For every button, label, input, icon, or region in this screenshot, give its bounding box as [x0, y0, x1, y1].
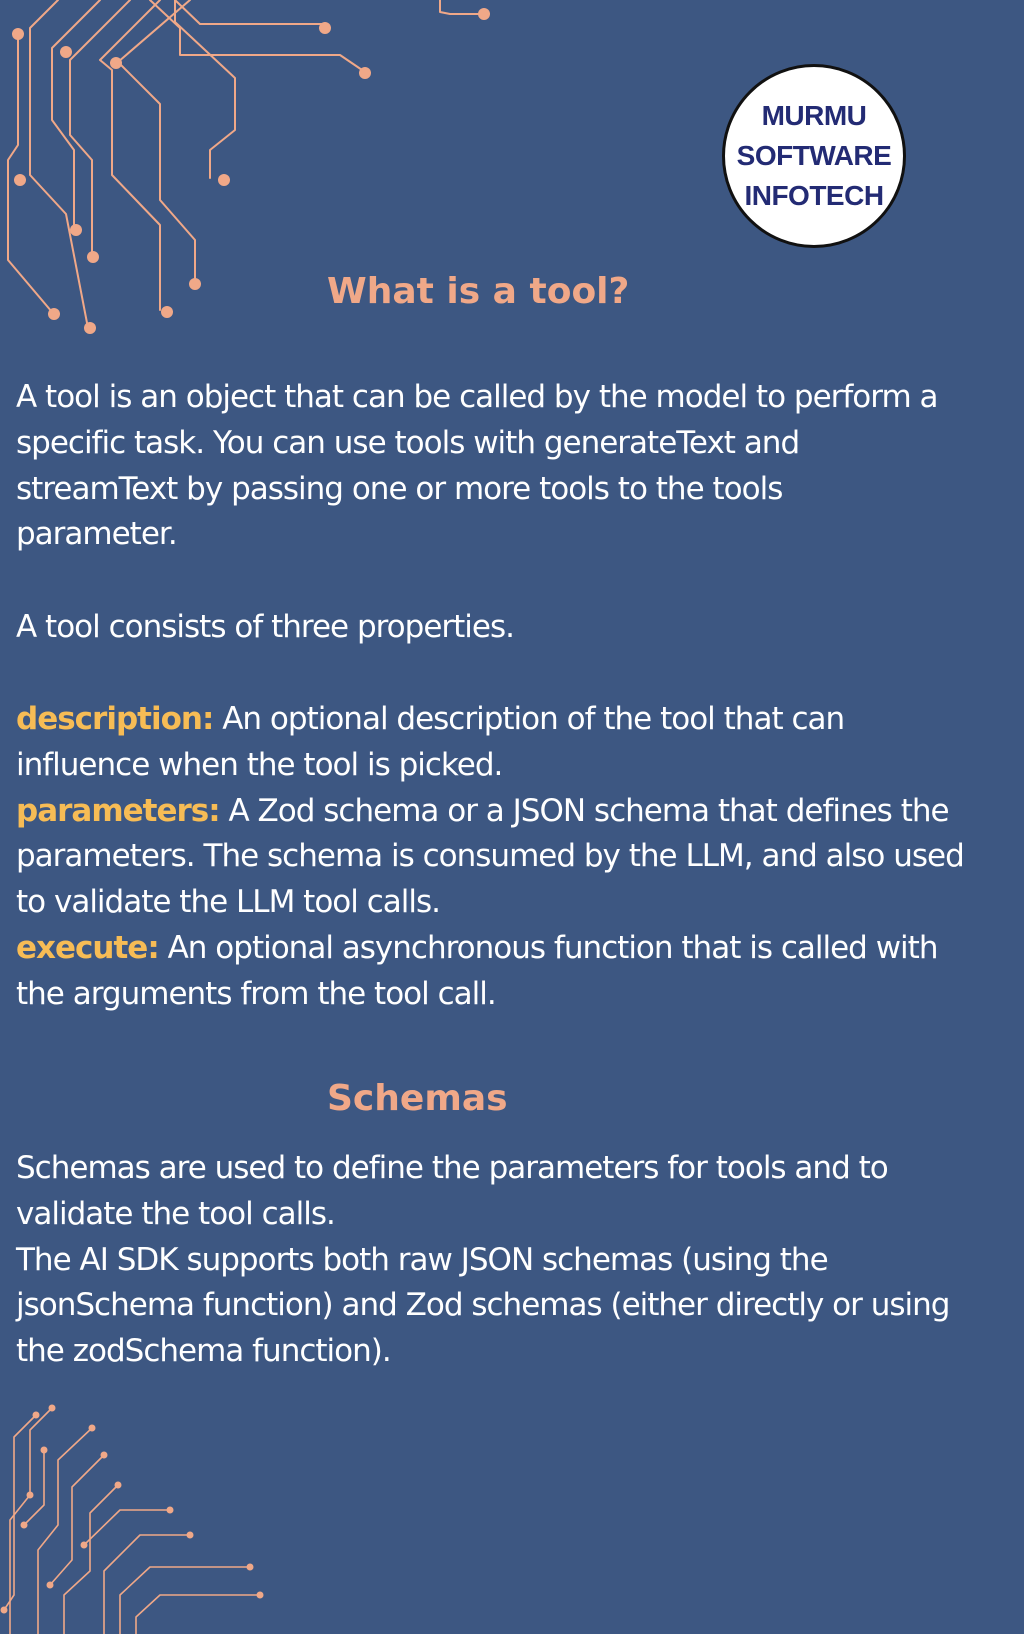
- property-execute-line: [16, 926, 1016, 972]
- heading-what-is-a-tool: What is a tool?: [327, 271, 630, 312]
- text-line: streamText by passing one or more tools to the tools: [16, 470, 783, 507]
- text-line: the zodSchema function).: [16, 1333, 391, 1370]
- text-line: validate the tool calls.: [16, 1195, 335, 1232]
- property-term-parameters: parameters:: [16, 792, 220, 829]
- text-line: the arguments from the tool call.: [16, 975, 496, 1012]
- schemas-paragraph: [16, 1146, 1016, 1375]
- property-term-execute: execute:: [16, 929, 159, 966]
- text-line: A tool consists of three properties.: [16, 609, 514, 645]
- properties-list: [16, 697, 1016, 1018]
- property-execute-text: An optional asynchronous function that is called with: [158, 929, 938, 966]
- text-line: The AI SDK supports both raw JSON schemas (using the: [16, 1241, 828, 1278]
- circuit-bottom-decoration-icon: [0, 1395, 270, 1634]
- logo-line-2: SOFTWARE: [736, 140, 892, 171]
- text-line: parameter.: [16, 516, 177, 553]
- property-description-line: [16, 697, 1016, 743]
- properties-intro: [16, 605, 1016, 651]
- logo-line-1: MURMU: [761, 100, 867, 131]
- text-line: specific task. You can use tools with generateText and: [16, 424, 800, 461]
- property-term-description: description:: [16, 701, 214, 737]
- brand-logo: [722, 64, 906, 248]
- tool-intro-paragraph: [16, 375, 1016, 558]
- text-line: Schemas are used to define the parameters for tools and to: [16, 1150, 888, 1186]
- text-line: parameters. The schema is consumed by the LLM, and also used: [16, 838, 964, 875]
- text-line: influence when the tool is picked.: [16, 746, 503, 783]
- property-parameters-line: [16, 789, 1016, 835]
- text-line: A tool is an object that can be called by the model to perform a: [16, 379, 938, 415]
- heading-schemas: Schemas: [327, 1078, 508, 1119]
- property-description-text: An optional description of the tool that can: [213, 701, 845, 737]
- property-parameters-text: A Zod schema or a JSON schema that defines the: [219, 792, 949, 829]
- text-line: jsonSchema function) and Zod schemas (either directly or using: [16, 1287, 950, 1324]
- logo-line-3: INFOTECH: [744, 180, 884, 211]
- text-line: to validate the LLM tool calls.: [16, 884, 440, 921]
